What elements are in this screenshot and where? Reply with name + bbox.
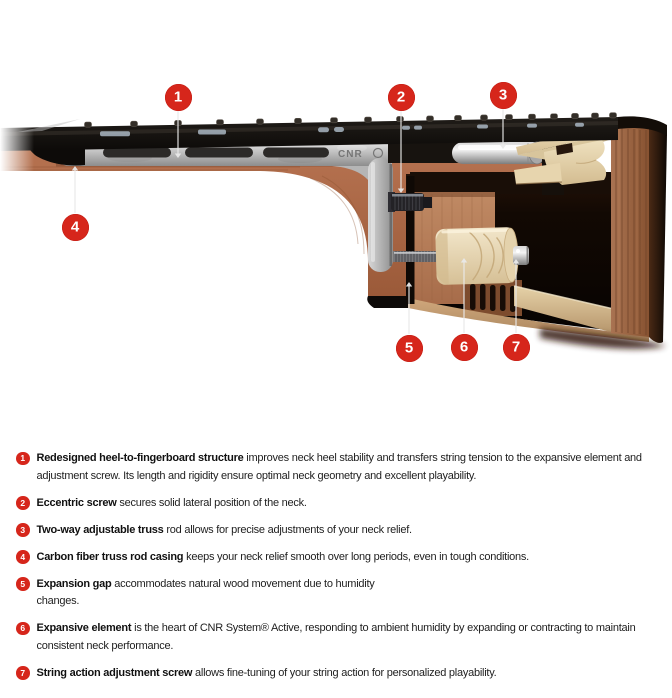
legend-item-5	[16, 576, 648, 611]
legend-text	[37, 450, 649, 485]
legend-number-badge	[16, 496, 30, 510]
legend-description: accommodates natural wood movement due to humidity changes.	[36, 577, 375, 607]
callout-badge-number: 5	[404, 339, 414, 356]
heel-structure-metal	[56, 140, 393, 272]
legend-item-1	[16, 450, 648, 485]
legend-item-2	[16, 495, 648, 513]
legend-description: is the heart of CNR System® Active, responding to ambient humidity by expanding or contracting to maintain consistent neck performance.	[36, 622, 636, 652]
legend-item-7	[16, 665, 648, 683]
legend-number-badge	[16, 622, 30, 636]
structure-slot	[263, 148, 329, 158]
legend-number: 7	[20, 667, 26, 678]
legend-number-badge	[16, 666, 30, 680]
legend-term: Expansion gap	[36, 577, 112, 590]
structure-slot	[103, 148, 171, 158]
legend-number-badge	[16, 577, 30, 591]
legend-number: 1	[20, 453, 26, 463]
callout-badge-4	[62, 214, 89, 241]
legend-number: 4	[20, 551, 26, 562]
legend-text	[37, 522, 412, 540]
legend-number-badge	[16, 550, 30, 564]
callout-badge-6	[451, 334, 478, 361]
legend-text	[37, 576, 379, 611]
callout-badge-number: 7	[511, 338, 521, 355]
callout-badge-number: 2	[396, 88, 406, 105]
legend-text	[37, 665, 497, 683]
legend-term: Carbon fiber truss rod casing	[36, 550, 184, 563]
legend-term: Expansive element	[36, 622, 132, 634]
legend-item-3	[16, 522, 648, 540]
legend-number-badge	[16, 452, 30, 466]
callout-badge-number: 6	[459, 338, 469, 355]
legend-description: secures solid lateral position of the neck.	[116, 496, 307, 509]
legend-description: improves neck heel stability and transfers string tension to the expansive element and adjustment screw. Its length and rigidity ensure optimal neck geometry and excellent playability.	[36, 452, 642, 482]
legend	[0, 436, 672, 698]
structure-slot	[185, 148, 253, 158]
callout-badge-number: 3	[498, 86, 508, 103]
legend-term: Redesigned heel-to-fingerboard structure	[36, 452, 244, 464]
callout-badge-7	[503, 334, 530, 361]
legend-text	[37, 620, 649, 655]
kerfed-lining	[464, 280, 522, 316]
callout-badge-2	[388, 84, 415, 111]
legend-item-4	[16, 549, 648, 567]
legend-description: keeps your neck relief smooth over long periods, even in tough conditions.	[183, 550, 529, 563]
legend-text	[37, 549, 529, 567]
side-outer-edge	[649, 127, 667, 343]
legend-term: String action adjustment screw	[36, 666, 193, 679]
adjustment-rod	[393, 251, 443, 262]
legend-number: 6	[20, 623, 26, 633]
legend-description: allows fine-tuning of your string action for personalized playability.	[192, 666, 497, 679]
callout-badge-3	[490, 82, 517, 109]
legend-number-badge	[16, 523, 30, 537]
legend-number: 2	[20, 497, 26, 508]
callout-badge-5	[396, 335, 423, 362]
legend-item-6	[16, 620, 648, 655]
callout-badge-number: 1	[173, 88, 183, 105]
legend-description: rod allows for precise adjustments of your neck relief.	[163, 523, 412, 536]
left-fade	[0, 105, 34, 185]
legend-term: Two-way adjustable truss	[36, 523, 164, 536]
body-side-panel	[611, 123, 649, 337]
callout-badge-1	[165, 84, 192, 111]
cnr-engraving: CNR	[338, 149, 363, 160]
legend-number: 5	[20, 578, 26, 589]
legend-term: Eccentric screw	[36, 496, 117, 509]
expansive-element	[435, 227, 518, 285]
legend-number: 3	[20, 524, 26, 535]
legend-text	[37, 495, 307, 513]
callout-badge-number: 4	[70, 218, 80, 235]
